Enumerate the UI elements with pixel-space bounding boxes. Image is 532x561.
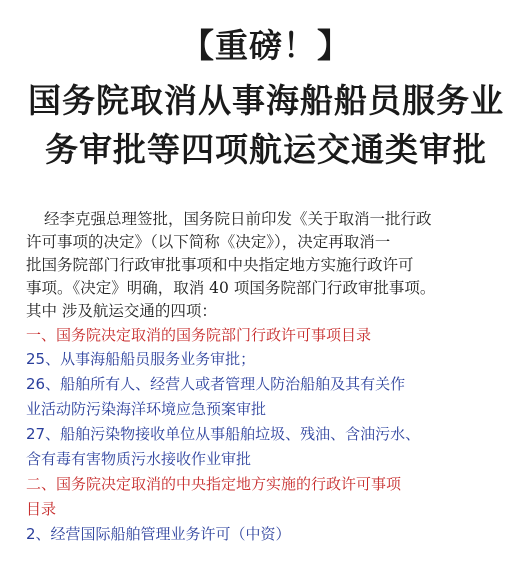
- section-heading-two: 二、国务院决定取消的中央指定地方实施的行政许可事项: [26, 475, 402, 493]
- intro-paragraph-line: 事项。《决定》明确，取消 40 项国务院部门行政审批事项。: [26, 279, 436, 297]
- list-item-2: 2、经营国际船舶管理业务许可（中资）: [26, 525, 291, 543]
- list-item-26-cont: 业活动防污染海洋环境应急预案审批: [26, 400, 267, 418]
- intro-paragraph-line: 经李克强总理签批，国务院日前印发《关于取消一批行政: [44, 210, 432, 228]
- section-heading-one: 一、国务院决定取消的国务院部门行政许可事项目录: [26, 326, 372, 344]
- intro-paragraph-line: 许可事项的决定》（以下简称《决定》），决定再取消一: [26, 233, 391, 251]
- list-item-27: 27、船舶污染物接收单位从事船舶垃圾、残油、含油污水、: [26, 425, 421, 443]
- section-heading-two-cont: 目录: [26, 500, 57, 518]
- intro-paragraph-line: 批国务院部门行政审批事项和中央指定地方实施行政许可: [26, 256, 414, 274]
- list-item-26: 26、船舶所有人、经营人或者管理人防治船舶及其有关作: [26, 375, 406, 393]
- headline-line-1: 国务院取消从事海船船员服务业: [28, 81, 504, 120]
- headline-tag: 【重磅！】: [181, 26, 351, 65]
- intro-paragraph-line: 其中 涉及航运交通的四项：: [26, 302, 217, 320]
- headline-line-2: 务审批等四项航运交通类审批: [45, 130, 487, 169]
- list-item-27-cont: 含有毒有害物质污水接收作业审批: [26, 450, 252, 468]
- list-item-25: 25、从事海船船员服务业务审批；: [26, 350, 256, 368]
